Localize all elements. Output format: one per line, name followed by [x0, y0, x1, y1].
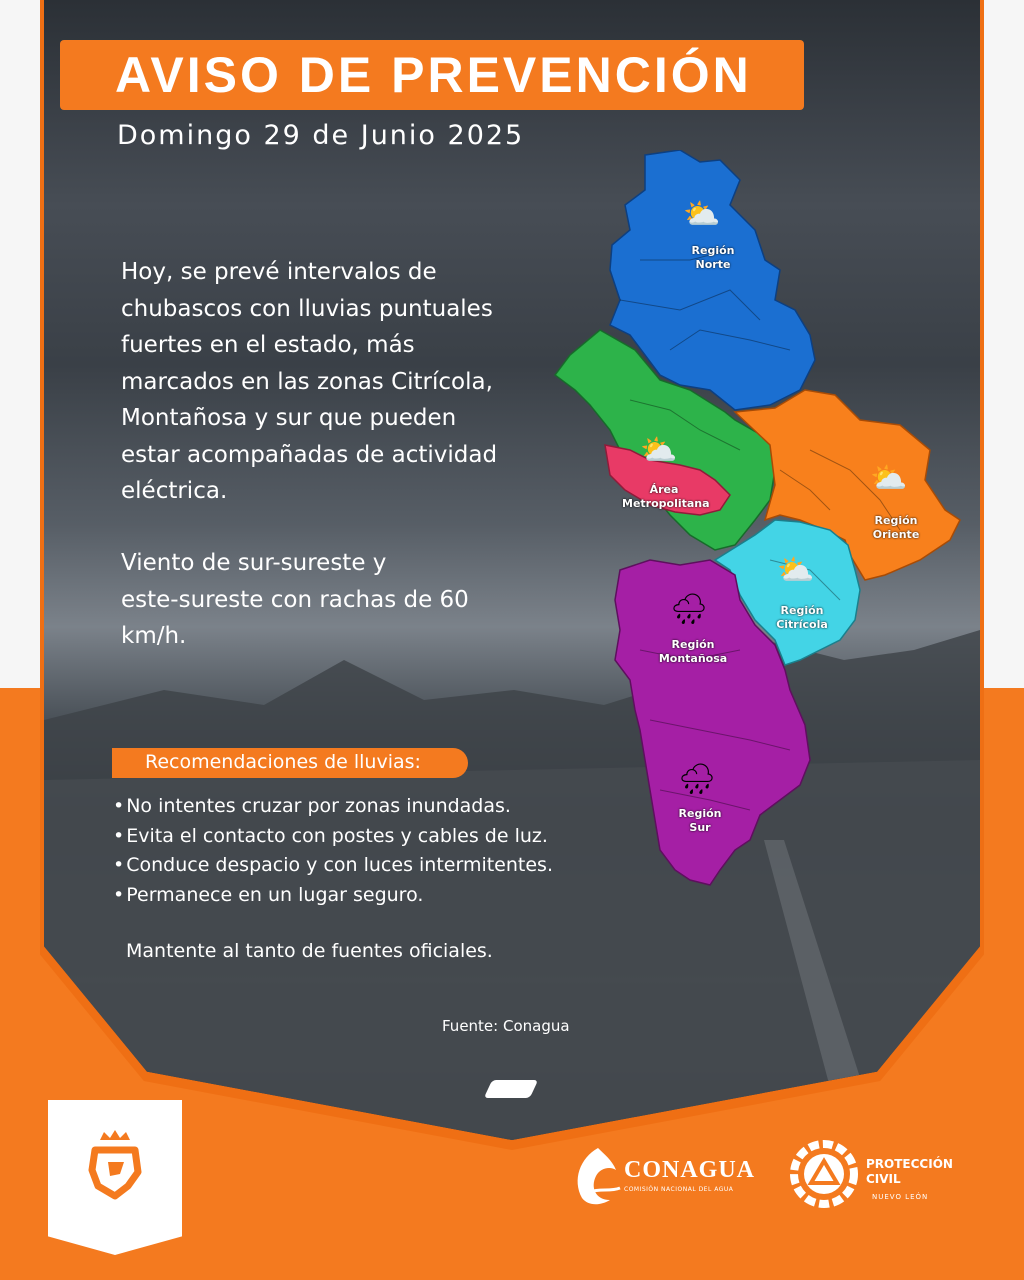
- list-item-text: Conduce despacio y con luces intermitentes.: [126, 854, 553, 876]
- forecast-line: fuertes en el estado, más: [121, 332, 415, 358]
- wind-paragraph: [121, 545, 469, 655]
- region-label-line: Citrícola: [776, 618, 828, 631]
- region-label-metropolitana: [622, 483, 710, 511]
- region-label-line: Región: [691, 244, 735, 257]
- wind-line: km/h.: [121, 623, 187, 649]
- region-label-line: Oriente: [872, 528, 920, 541]
- partly-cloudy-icon: ⛅: [870, 461, 908, 496]
- region-label-line: Región: [874, 514, 918, 527]
- date-label: Domingo 29 de Junio 2025: [117, 120, 525, 151]
- region-label-line: Área: [649, 483, 679, 496]
- forecast-line: eléctrica.: [121, 478, 228, 504]
- forecast-line: chubascos con lluvias puntuales: [121, 295, 493, 322]
- forecast-line: estar acompañadas de actividad: [121, 441, 498, 468]
- forecast-line: Montañosa y sur que pueden: [121, 405, 457, 431]
- closing-note: Mantente al tanto de fuentes oficiales.: [126, 940, 493, 962]
- region-label-citricola: [772, 604, 832, 632]
- region-label-line: Región: [780, 604, 824, 617]
- list-item: [113, 792, 553, 822]
- list-item: [113, 881, 553, 911]
- conagua-subtitle: COMISIÓN NACIONAL DEL AGUA: [624, 1186, 734, 1193]
- wind-line: este-sureste con rachas de 60: [121, 586, 469, 613]
- region-label-sur: [670, 807, 730, 835]
- bullet-icon: •: [113, 854, 125, 876]
- source-label: Fuente: Conagua: [442, 1017, 570, 1035]
- region-label-norte: [683, 244, 743, 272]
- region-label-line: Montañosa: [658, 652, 728, 665]
- decorative-dash: [484, 1080, 538, 1098]
- region-label-line: Norte: [695, 258, 731, 271]
- region-label-montanosa: [656, 638, 730, 666]
- region-label-line: Región: [671, 638, 715, 651]
- forecast-paragraph: [121, 254, 497, 510]
- rain-cloud-icon: 🌧: [678, 762, 717, 797]
- state-logo-badge: [48, 1100, 182, 1255]
- pc-name-line3: NUEVO LEÓN: [872, 1193, 929, 1201]
- bullet-icon: •: [113, 824, 125, 847]
- region-label-line: Sur: [689, 821, 711, 834]
- region-label-line: Región: [678, 807, 722, 820]
- proteccion-civil-seal-icon: [790, 1140, 858, 1208]
- partly-cloudy-icon: ⛅: [777, 553, 815, 588]
- forecast-line: Hoy, se prevé intervalos de: [121, 259, 437, 285]
- list-item-text: No intentes cruzar por zonas inundadas.: [126, 795, 511, 817]
- conagua-name: CONAGUA: [624, 1157, 755, 1183]
- pc-name-line1: PROTECCIÓN: [866, 1157, 953, 1171]
- region-label-oriente: [866, 514, 926, 542]
- partly-cloudy-icon: ⛅: [640, 433, 678, 468]
- crowned-lion-icon: [48, 1100, 182, 1255]
- pc-name-line2: CIVIL: [866, 1172, 901, 1186]
- list-item-text: Permanece en un lugar seguro.: [126, 883, 424, 906]
- forecast-line: marcados en las zonas Citrícola,: [121, 368, 493, 395]
- wind-line: Viento de sur-sureste y: [121, 550, 387, 576]
- rain-cloud-icon: 🌧: [670, 592, 709, 627]
- page-title: AVISO DE PREVENCIÓN: [115, 47, 752, 103]
- list-item: [113, 822, 553, 852]
- list-item: [113, 851, 553, 881]
- bullet-icon: •: [113, 795, 125, 817]
- partly-cloudy-icon: ⛅: [683, 197, 721, 232]
- recommendations-title: Recomendaciones de lluvias:: [145, 751, 421, 773]
- list-item-text: Evita el contacto con postes y cables de luz.: [126, 824, 548, 847]
- recommendations-list: [113, 792, 553, 910]
- bullet-icon: •: [113, 883, 125, 906]
- region-label-line: Metropolitana: [622, 497, 710, 510]
